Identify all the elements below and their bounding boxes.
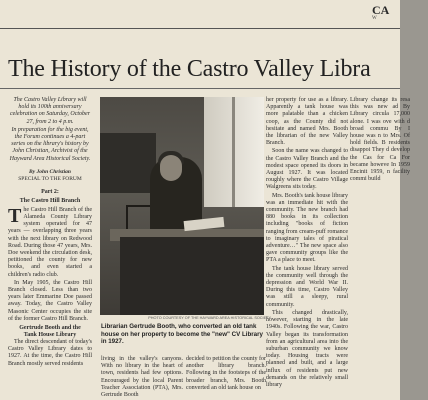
col3-paragraph-3: Mrs. Booth's tank house library was an immediate hit with the community. The new branch had 880 books in its collection including "books of fiction ranging from cream-puff romance to imaginary tales of piratical adventure…" The new space also gave community groups like the PTA a place to meet. [266, 192, 348, 264]
byline-role: SPECIAL TO THE FORUM [18, 175, 82, 182]
col3-paragraph-5: This changed drastically, however, starting in the late 1940s. Following the war, Castro Valley began its transformation from an agricultural area into the suburban community we know today. Housing tracts were planned and built, and a large influx of residents put new demands on the relatively small library [266, 309, 348, 388]
subhead-castro-hill: The Castro Hill Branch [19, 197, 81, 204]
column-4-cropped: Library change its resa this was new ad By Library circula 17,000 alone. I was ove with d broad commu By I house was n to Mrs. Of hold fields. B residents disappoi They d develop the Cas for Ca For became howeve In 1959 Encinit 1959, n facility commi build [350, 97, 410, 183]
photo-librarian-head [160, 155, 182, 181]
photo-desk [120, 237, 264, 315]
paragraph-1-text: he Castro Hill Branch of the Alameda County Library system operated for 47 years — overlapping three years with the next library on Redwood Road. During those 47 years, Mrs. Doe weekend the circulation desk, petitioned the county for new books, and even started a children's radio club. [8, 206, 92, 278]
col3-paragraph-1: her property for use as a library. Apparently a tank house was more palatable than a chicken coop, as the County did not hesitate and named Mrs. Booth the librarian of the new Valley Branch. [266, 97, 348, 147]
col3-paragraph-2: Soon the name was changed to the Castro Valley Branch and the modest space opened its doors in August 1927. It was located roughly where the Castro Village Walgreens sits today. [266, 148, 348, 191]
col3-paragraph-4: The tank house library served the community well through the depression and World War II. During this time, Castro Valley was still a sleepy, rural community. [266, 265, 348, 308]
headline-rule [0, 88, 400, 89]
top-rule [0, 28, 400, 29]
intro-paragraph: The Castro Valley Library will hold its 100th anniversary celebration on Saturday, October 27, from 2 to 4 p.m. [9, 97, 91, 125]
masthead-sub: W [372, 16, 377, 21]
part-label: Part 2: [41, 188, 59, 195]
byline [8, 169, 92, 183]
masthead-letters: CA [372, 3, 390, 17]
drop-cap: T [8, 204, 22, 227]
column-1 [8, 97, 92, 369]
paragraph-3: The direct descendant of today's Castro Valley Library dates to 1927. At the time, the Castro Hill Branch mostly served residents [8, 339, 92, 367]
column-3 [266, 97, 348, 390]
archival-photo [100, 97, 264, 315]
masthead-fragment [372, 4, 412, 21]
photo-caption: Librarian Gertrude Booth, who converted an old tank house on her property to become the "new" CV Library in 1927. [101, 323, 263, 346]
column-3-bottom: decided to petition the county for another library branch. Following in the footsteps of the broader branch, Mrs. Booth converted an old tank house on [186, 356, 266, 391]
article-headline: The History of the Castro Valley Libra [8, 56, 371, 82]
photo-window-frame [232, 97, 235, 207]
paragraph-1 [8, 204, 92, 279]
subhead-booth-line2: Tank House Library [23, 332, 77, 339]
byline-name: By John Christian [29, 168, 71, 175]
subhead-booth-line1: Gertrude Booth and the [19, 325, 81, 332]
photo-shelf [100, 133, 156, 193]
intro-paragraph-2: In preparation for the big event, the Forum continues a 4-part series on the library's history by John Christian, Archivist of the Hayward Area Historical Society. [9, 126, 91, 162]
paragraph-2: In May 1905, the Castro Hill Branch closed. Less than two years later Emmarine Doe passed away. Today, the Castro Valley Masonic Center occupies the site of the former Castro Hill Branch. [8, 279, 92, 322]
column-2-bottom: living in the valley's canyons. With no library in the heart of town, residents had few options. Encouraged by the local Parent Teacher Association (PTA), Mrs. Gertrude Booth [101, 356, 183, 399]
photo-credit: PHOTO COURTESY OF THE HAYWARD AREA HISTORICAL SOCIETY [148, 316, 271, 320]
